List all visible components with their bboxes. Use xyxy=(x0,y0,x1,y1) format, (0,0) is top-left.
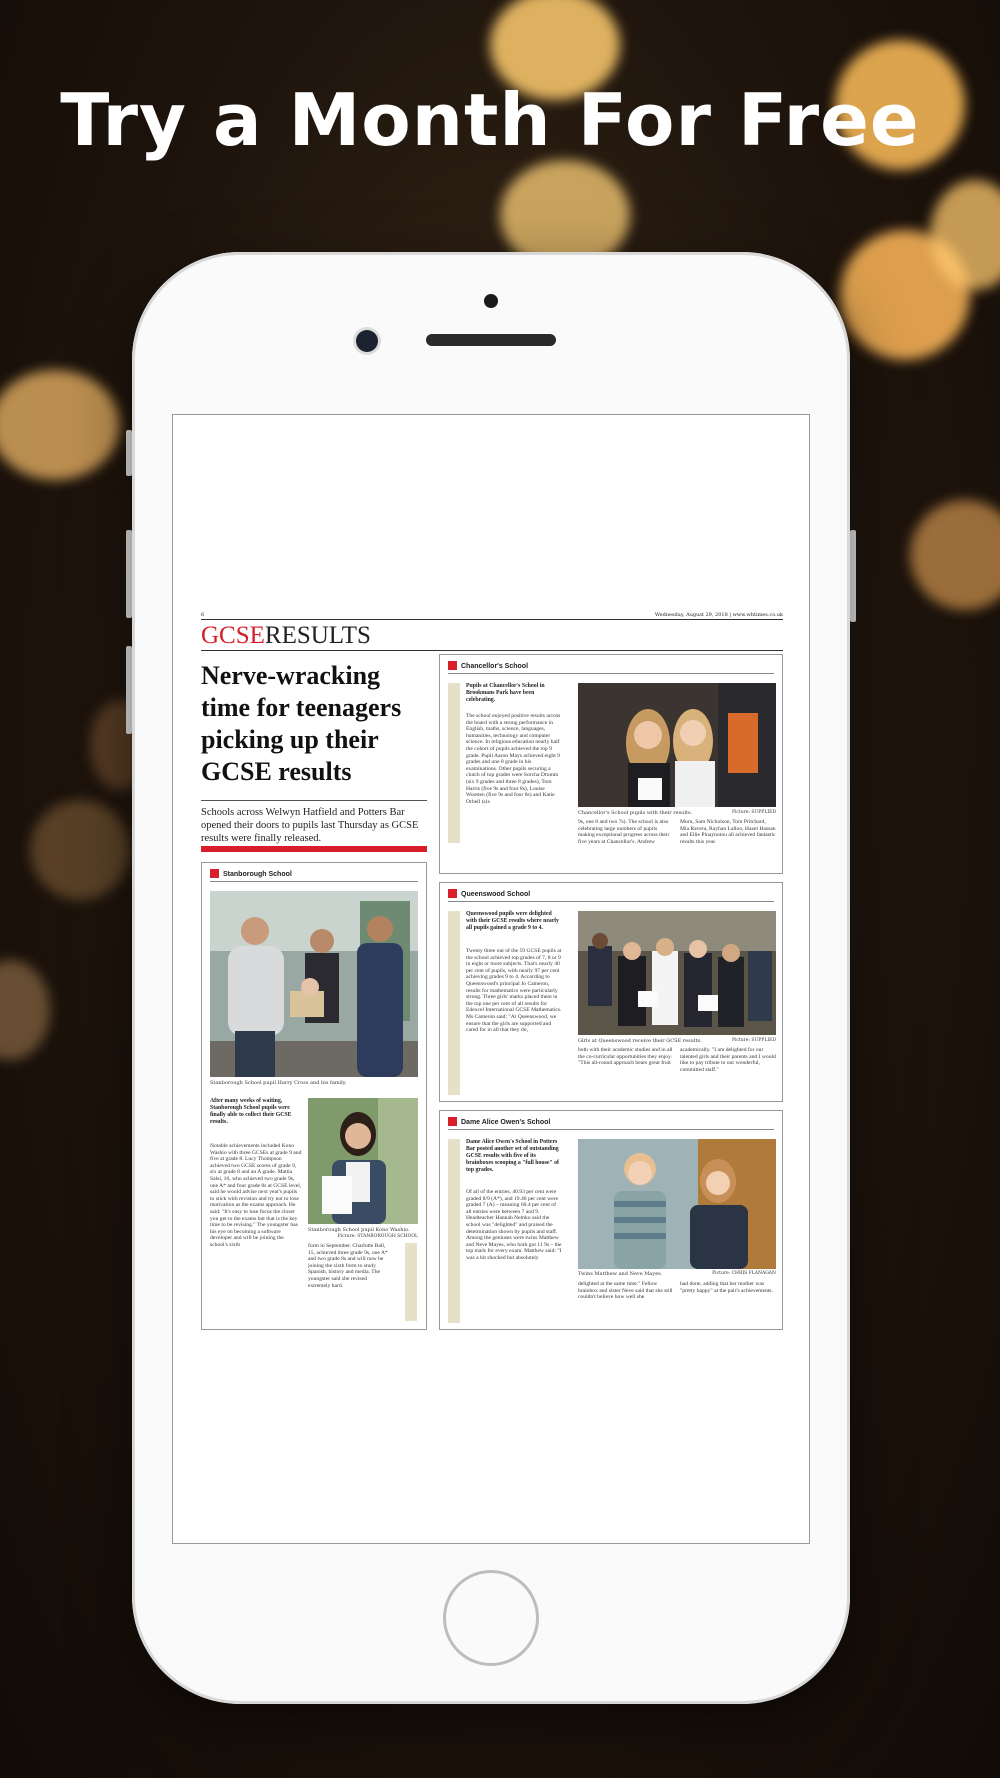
stanborough-credit: Picture: STANBOROUGH SCHOOL xyxy=(337,1234,418,1239)
chancellors-body: The school enjoyed positive results across the board with a strong performance in English, maths, science, languages, humanities, technology and computer science. In religious education nearly half the cohort of pupils achieved the top 9 grade. Pupil Aaron Mays achieved eight 9 grades and one 8 grade in his examinations. Other pupils securing a clutch of top grades were Sorcha Drumm (six 9 grades and three 8 grades), Tom Harris (five 9s and four 8s), Louise Wootten (five 9s and four 8s) and Katie Orbell (six xyxy=(466,713,561,805)
chancellors-lead: Pupils at Chancellor's School in Brookmans Park have been celebrating. xyxy=(466,683,545,703)
page-number: 6 xyxy=(201,612,205,618)
dame-alice-title: Dame Alice Owen's School xyxy=(448,1117,550,1126)
proximity-sensor xyxy=(484,294,498,308)
chancellors-credit: Picture: SUPPLIED xyxy=(731,810,776,815)
main-headline: Nerve-wracking time for teenagers picking up their GCSE results xyxy=(201,661,402,786)
red-divider xyxy=(201,846,427,852)
stanborough-body: Notable achievements included Kono Washio with three GCSEs at grade 9 and five at grade 8. Lucy Thompson achieved two GCSE scores of grade 9, six at grade 8 and an A grade. Mattia Salsi, 16, who achieved two grade 9s, one A* and four grade 8s at GCSE level, said he would advise next year's pupils to stick with revision and try not to lose motivation as the exams approach. He said: "It's easy to lose focus the closer you get to the exams but that is the key time to be revising." The youngster has his eye on becoming a software developer and will be joining the school's sixth xyxy=(210,1143,302,1248)
home-button[interactable] xyxy=(443,1570,539,1666)
standfirst: Schools across Welwyn Hatfield and Potters Bar opened their doors to pupils last Thursday as GCSE results were finally released. xyxy=(201,807,419,844)
queenswood-caption: Girls at Queenswood receive their GCSE results. xyxy=(578,1038,702,1044)
queenswood-body: Twenty three out of the 59 GCSE pupils at the school achieved top grades of 7, 8 or 9 in eight or more subjects. That's nearly 40 per cent of pupils, with nearly 97 per cent achieving grades 9 to 4. According to Queenswood's principal Jo Cameron, results for mathematics were particularly strong. Three girls' marks placed them in the top one per cent of all results for Edexcel International GCSE Mathematics. Ms Cameron said: "At Queenswood, we ensure that the girls are supported and cared for in all that they do, xyxy=(466,948,562,1034)
queenswood-col3: academically. "I am delighted for our talented girls and their parents and I would like to pay tribute to our wonderful, committed staff." xyxy=(680,1047,776,1073)
bokeh-light xyxy=(910,500,1000,610)
chancellors-box xyxy=(439,654,783,874)
sidebar-bar xyxy=(448,1139,460,1323)
queenswood-col2: both with their academic studies and in all the co-curricular opportunities they enjoy. "This all-round approach bears great fruit xyxy=(578,1047,673,1067)
bokeh-light xyxy=(0,960,50,1060)
stanborough-caption-2: Stanborough School pupil Kono Washio. xyxy=(308,1227,410,1233)
front-camera-icon xyxy=(356,330,378,352)
chancellors-photo xyxy=(578,683,776,807)
chancellors-caption: Chancellor's School pupils with their results. xyxy=(578,810,693,816)
sidebar-bar xyxy=(448,911,460,1095)
pullquote-bar xyxy=(405,1243,417,1321)
bokeh-light xyxy=(30,800,130,900)
bokeh-light xyxy=(0,370,120,480)
dame-alice-col3: had done, adding that her mother was "pretty happy" at the pair's achievements. xyxy=(680,1281,773,1294)
box-rule xyxy=(448,673,774,674)
stanborough-box xyxy=(201,862,427,1330)
stanborough-caption: Stanborough School pupil Harry Cross and his family. xyxy=(210,1080,347,1086)
dame-alice-credit: Picture: CHRIS FLANAGAN xyxy=(712,1271,776,1276)
newspaper-page[interactable] xyxy=(201,610,783,1330)
queenswood-lead: Queenswood pupils were delighted with their GCSE results where nearly all pupils gained a grade 9 to 4. xyxy=(466,911,559,931)
queenswood-photo xyxy=(578,911,776,1035)
dame-alice-col2: delighted at the same time." Fellow brainbox and sister Neve said that she still couldn't believe how well she xyxy=(578,1281,673,1301)
power-button xyxy=(850,530,856,622)
dame-alice-caption: Twins Matthew and Neve Mayes. xyxy=(578,1271,663,1277)
box-rule xyxy=(448,1129,774,1130)
stanborough-family-photo xyxy=(210,891,418,1077)
earpiece-speaker xyxy=(426,334,556,346)
chancellors-col3: Muru, Sam Nicholson, Tom Pritchard, Mia Ravera, Rayhan Lalloo, Hazel Hassan and Ellie Pinaynotou all achieved fantastic results this year. xyxy=(680,819,776,845)
queenswood-box xyxy=(439,882,783,1102)
dame-alice-lead: Dame Alice Owen's School in Potters Bar posted another set of outstanding GCSE results with five of its brainboxes scooping a "full house" of top grades. xyxy=(466,1139,559,1173)
queenswood-title: Queenswood School xyxy=(448,889,530,898)
section-title-black: RESULTS xyxy=(264,622,371,649)
section-title xyxy=(201,622,371,650)
box-rule xyxy=(210,881,418,882)
date-line: Wednesday, August 29, 2018 | www.whtimes.co.uk xyxy=(654,612,783,618)
promo-headline: Try a Month For Free xyxy=(60,78,920,162)
dame-alice-box xyxy=(439,1110,783,1330)
chancellors-col2: 9s, one 8 and two 7s). The school is also celebrating large numbers of pupils making exceptional progress across their five years at Chancellor's. Andrew xyxy=(578,819,670,845)
stanborough-body-2: form in September. Charlotte Ball, 15, achieved three grade 9s, one A* and two grade 8s and will now be joining the sixth form to study Spanish, history and media. The youngster said she revised extremely hard. xyxy=(308,1243,388,1289)
headline-rule xyxy=(201,800,427,801)
chancellors-title: Chancellor's School xyxy=(448,661,528,670)
dame-alice-photo xyxy=(578,1139,776,1269)
top-rule xyxy=(201,619,783,620)
sidebar-bar xyxy=(448,683,460,843)
stanborough-title: Stanborough School xyxy=(210,869,292,878)
stanborough-lead: After many weeks of waiting, Stanborough School pupils were finally able to collect their GCSE results. xyxy=(210,1098,292,1125)
dame-alice-body: Of all of the entries, 40.93 per cent were graded 8/9 (A*), and 19.46 per cent were graded 7 (A) – meaning 60.4 per cent of all entries were between 7 and 9. Headteacher Hannah Nemko said the school was "delighted" and praised the determination shown by pupils and staff. Among the geniuses were twins Matthew and Neve Mayes, who both got 11 9s – the top mark for every exam. Matthew said: "I was a bit shocked but absolutely xyxy=(466,1189,562,1261)
section-title-red: GCSE xyxy=(201,622,265,649)
queenswood-credit: Picture: SUPPLIED xyxy=(731,1038,776,1043)
section-rule xyxy=(201,650,783,651)
box-rule xyxy=(448,901,774,902)
phone-screen xyxy=(172,414,810,1544)
stanborough-student-photo xyxy=(308,1098,418,1224)
